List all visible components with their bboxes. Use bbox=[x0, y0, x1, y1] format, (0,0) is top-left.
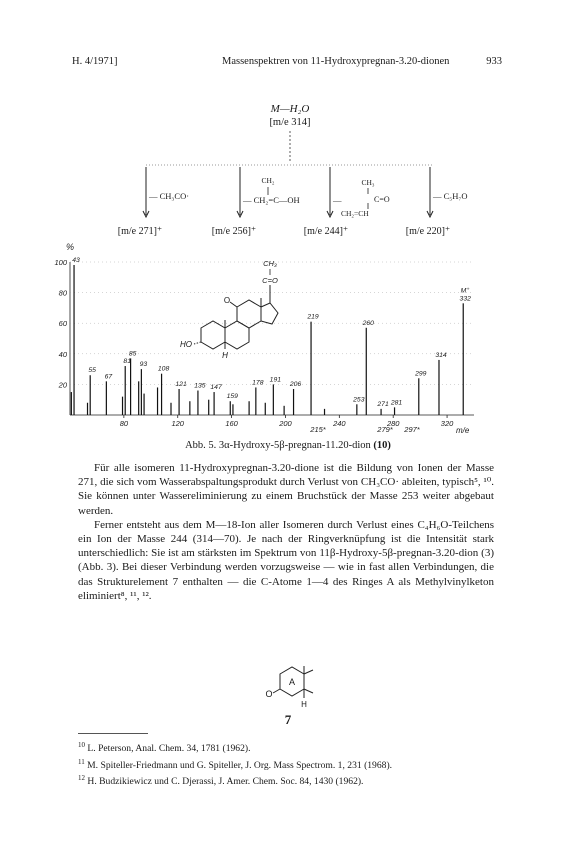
x-tick-label: 160 bbox=[225, 419, 238, 428]
hydroxy-label: HO bbox=[180, 340, 192, 349]
ring-d bbox=[261, 303, 278, 324]
ring-a bbox=[201, 321, 225, 349]
footnote-number: 10 bbox=[78, 741, 85, 749]
structure-7 bbox=[256, 660, 326, 712]
footnote-number: 12 bbox=[78, 774, 85, 783]
steroid-structure bbox=[194, 285, 278, 349]
side-chain-co: C=O bbox=[262, 276, 278, 285]
y-tick-label: 100 bbox=[54, 258, 67, 267]
x-tick-label: 200 bbox=[279, 419, 292, 428]
x-tick-label: 320 bbox=[440, 419, 454, 428]
carbonyl-bond bbox=[273, 689, 280, 693]
loss-acetyl: — CH₃CO· bbox=[149, 191, 190, 201]
compound-number: 7 bbox=[284, 712, 292, 727]
enone-ch3: CH₃ bbox=[361, 178, 375, 187]
peak-label: 253 bbox=[353, 396, 365, 404]
footnotes bbox=[78, 739, 498, 789]
product-256: [m/e 256]⁺ bbox=[211, 226, 257, 237]
footnote bbox=[78, 772, 498, 789]
y-tick-labels bbox=[54, 258, 67, 389]
footnote bbox=[78, 756, 498, 773]
x-tick-label: 240 bbox=[333, 419, 346, 428]
peak-label: 219 bbox=[307, 313, 319, 321]
enone-ch2: CH₂=CH bbox=[341, 209, 369, 218]
product-220: [m/e 220]⁺ bbox=[405, 226, 451, 237]
x-tick-label: 80 bbox=[119, 419, 129, 428]
break-label-279: 279* bbox=[377, 425, 393, 434]
y-tick-label: 80 bbox=[58, 288, 67, 298]
ring-label: A bbox=[288, 677, 296, 687]
footnote-text: H. Budzikiewicz und C. Djerassi, J. Amer. Chem. Soc. 84, 1430 (1962). bbox=[87, 776, 364, 788]
peak-label: 299 bbox=[415, 370, 427, 378]
loss-enone-dash: — bbox=[333, 195, 342, 205]
peak-label: 178 bbox=[252, 379, 264, 387]
peak-label: 55 bbox=[88, 367, 96, 375]
peak-label: 281 bbox=[390, 399, 403, 407]
c11-carbonyl-bond bbox=[230, 302, 237, 307]
side-chain-ch3: CH₃ bbox=[263, 259, 277, 268]
peak-label: 260 bbox=[362, 319, 374, 327]
page-number: 933 bbox=[486, 56, 502, 67]
loss-c5h7o: — C₅H₇O bbox=[433, 191, 468, 201]
footnote bbox=[78, 739, 498, 756]
peak-label: 159 bbox=[226, 393, 238, 401]
c11-oxygen: O bbox=[223, 296, 231, 305]
peak-label: 314 bbox=[435, 351, 447, 359]
peak-label: 81 bbox=[123, 358, 131, 366]
x-tick-label: 120 bbox=[171, 419, 184, 428]
peak-label: M⁺ bbox=[460, 287, 470, 295]
mass-spectrum-chart bbox=[0, 240, 576, 438]
peak-label: 332 bbox=[459, 295, 471, 303]
caption-text: Abb. 5. 3α-Hydroxy-5β-pregnan-11.20-dion bbox=[185, 440, 371, 451]
y-tick-label: 20 bbox=[58, 380, 67, 390]
paragraph-1: Für alle isomeren 11-Hydroxypregnan-3.20-dione ist die Bildung von Ionen der Masse 271, die sich vom Wasserabspaltungsprodukt durch Verlust von CH₃CO· ableiten, typisch⁵, ¹⁰. Sie können unter Wassereliminierung zu einem Bruchstück der Masse 253 weiter abgebaut werden. bbox=[78, 462, 494, 517]
journal-reference: H. 4/1971] bbox=[72, 56, 118, 67]
y-tick-label: 60 bbox=[58, 319, 67, 329]
peak-label: 43 bbox=[72, 257, 80, 265]
ring-c bbox=[237, 300, 261, 328]
fragmentation-scheme bbox=[0, 95, 576, 240]
footnote-text: L. Peterson, Anal. Chem. 34, 1781 (1962). bbox=[87, 743, 251, 755]
peak-label: 147 bbox=[210, 384, 222, 392]
peak-label: 85 bbox=[128, 350, 137, 358]
x-tick-label: 280 bbox=[386, 419, 400, 428]
loss-enol: — CH₂=C—OH bbox=[243, 195, 300, 205]
ho-bond bbox=[194, 342, 201, 344]
break-label-215: 215* bbox=[310, 425, 326, 434]
paragraph-2: Ferner entsteht aus dem M—18-Ion aller Isomeren durch Verlust eines C₄H₆O-Teilchens ein Ion der Masse 244 (314—70). Je nach der Ringverknüpfung ist die Intensität stark unterschiedlich: Sie ist am stärksten im Spektrum von 11β-Hydroxy-5β-pregnan-3.20-dion (3) (Abb. 3). Bei dieser Verbindung werden vorzugsweise — wie in fast allen Verbindungen, die das Strukturelement 7 enthalten — die C-Atome 1—4 des Ringes A als Methylvinylketon eliminiert⁸, ¹¹, ¹². bbox=[78, 518, 494, 602]
y-tick-label: 40 bbox=[58, 349, 67, 359]
scheme-top-mz: [m/e 314] bbox=[269, 117, 311, 128]
figure-caption bbox=[0, 440, 576, 451]
product-244: [m/e 244]⁺ bbox=[303, 226, 349, 237]
footnote-number: 11 bbox=[78, 757, 85, 766]
peak-label: 67 bbox=[104, 373, 113, 381]
enone-co: C=O bbox=[374, 195, 390, 204]
product-271: [m/e 271]⁺ bbox=[117, 226, 163, 237]
footnote-text: M. Spiteller-Friedmann und G. Spiteller, J. Org. Mass Spectrom. 1, 231 (1968). bbox=[87, 759, 393, 771]
h5-label: H bbox=[222, 351, 228, 360]
h-label: H bbox=[301, 700, 307, 709]
y-axis-unit: % bbox=[66, 242, 75, 252]
oxygen-label: O bbox=[265, 689, 273, 699]
caption-compound: (10) bbox=[373, 440, 391, 451]
scheme-top-label: M—H₂O bbox=[270, 103, 310, 115]
peak-label: 108 bbox=[157, 365, 170, 373]
peak-label: 135 bbox=[194, 382, 206, 390]
running-title: Massenspektren von 11-Hydroxypregnan-3.20-dionen bbox=[222, 56, 450, 67]
spectrum-peaks bbox=[71, 265, 463, 415]
x-axis-unit: m/e bbox=[456, 426, 470, 435]
peak-label: 191 bbox=[269, 376, 282, 384]
ring-b bbox=[225, 321, 249, 349]
enol-ch2: CH₂ bbox=[261, 176, 275, 185]
peak-label: 121 bbox=[175, 380, 187, 388]
break-label-297: 297* bbox=[404, 425, 420, 434]
peak-label: 271 bbox=[377, 400, 389, 408]
peak-label: 206 bbox=[289, 380, 302, 388]
c5-bond bbox=[304, 689, 313, 693]
footnote-rule bbox=[78, 733, 148, 734]
peak-label: 93 bbox=[139, 361, 148, 369]
body-text bbox=[78, 461, 494, 603]
c10-bond bbox=[304, 670, 313, 674]
